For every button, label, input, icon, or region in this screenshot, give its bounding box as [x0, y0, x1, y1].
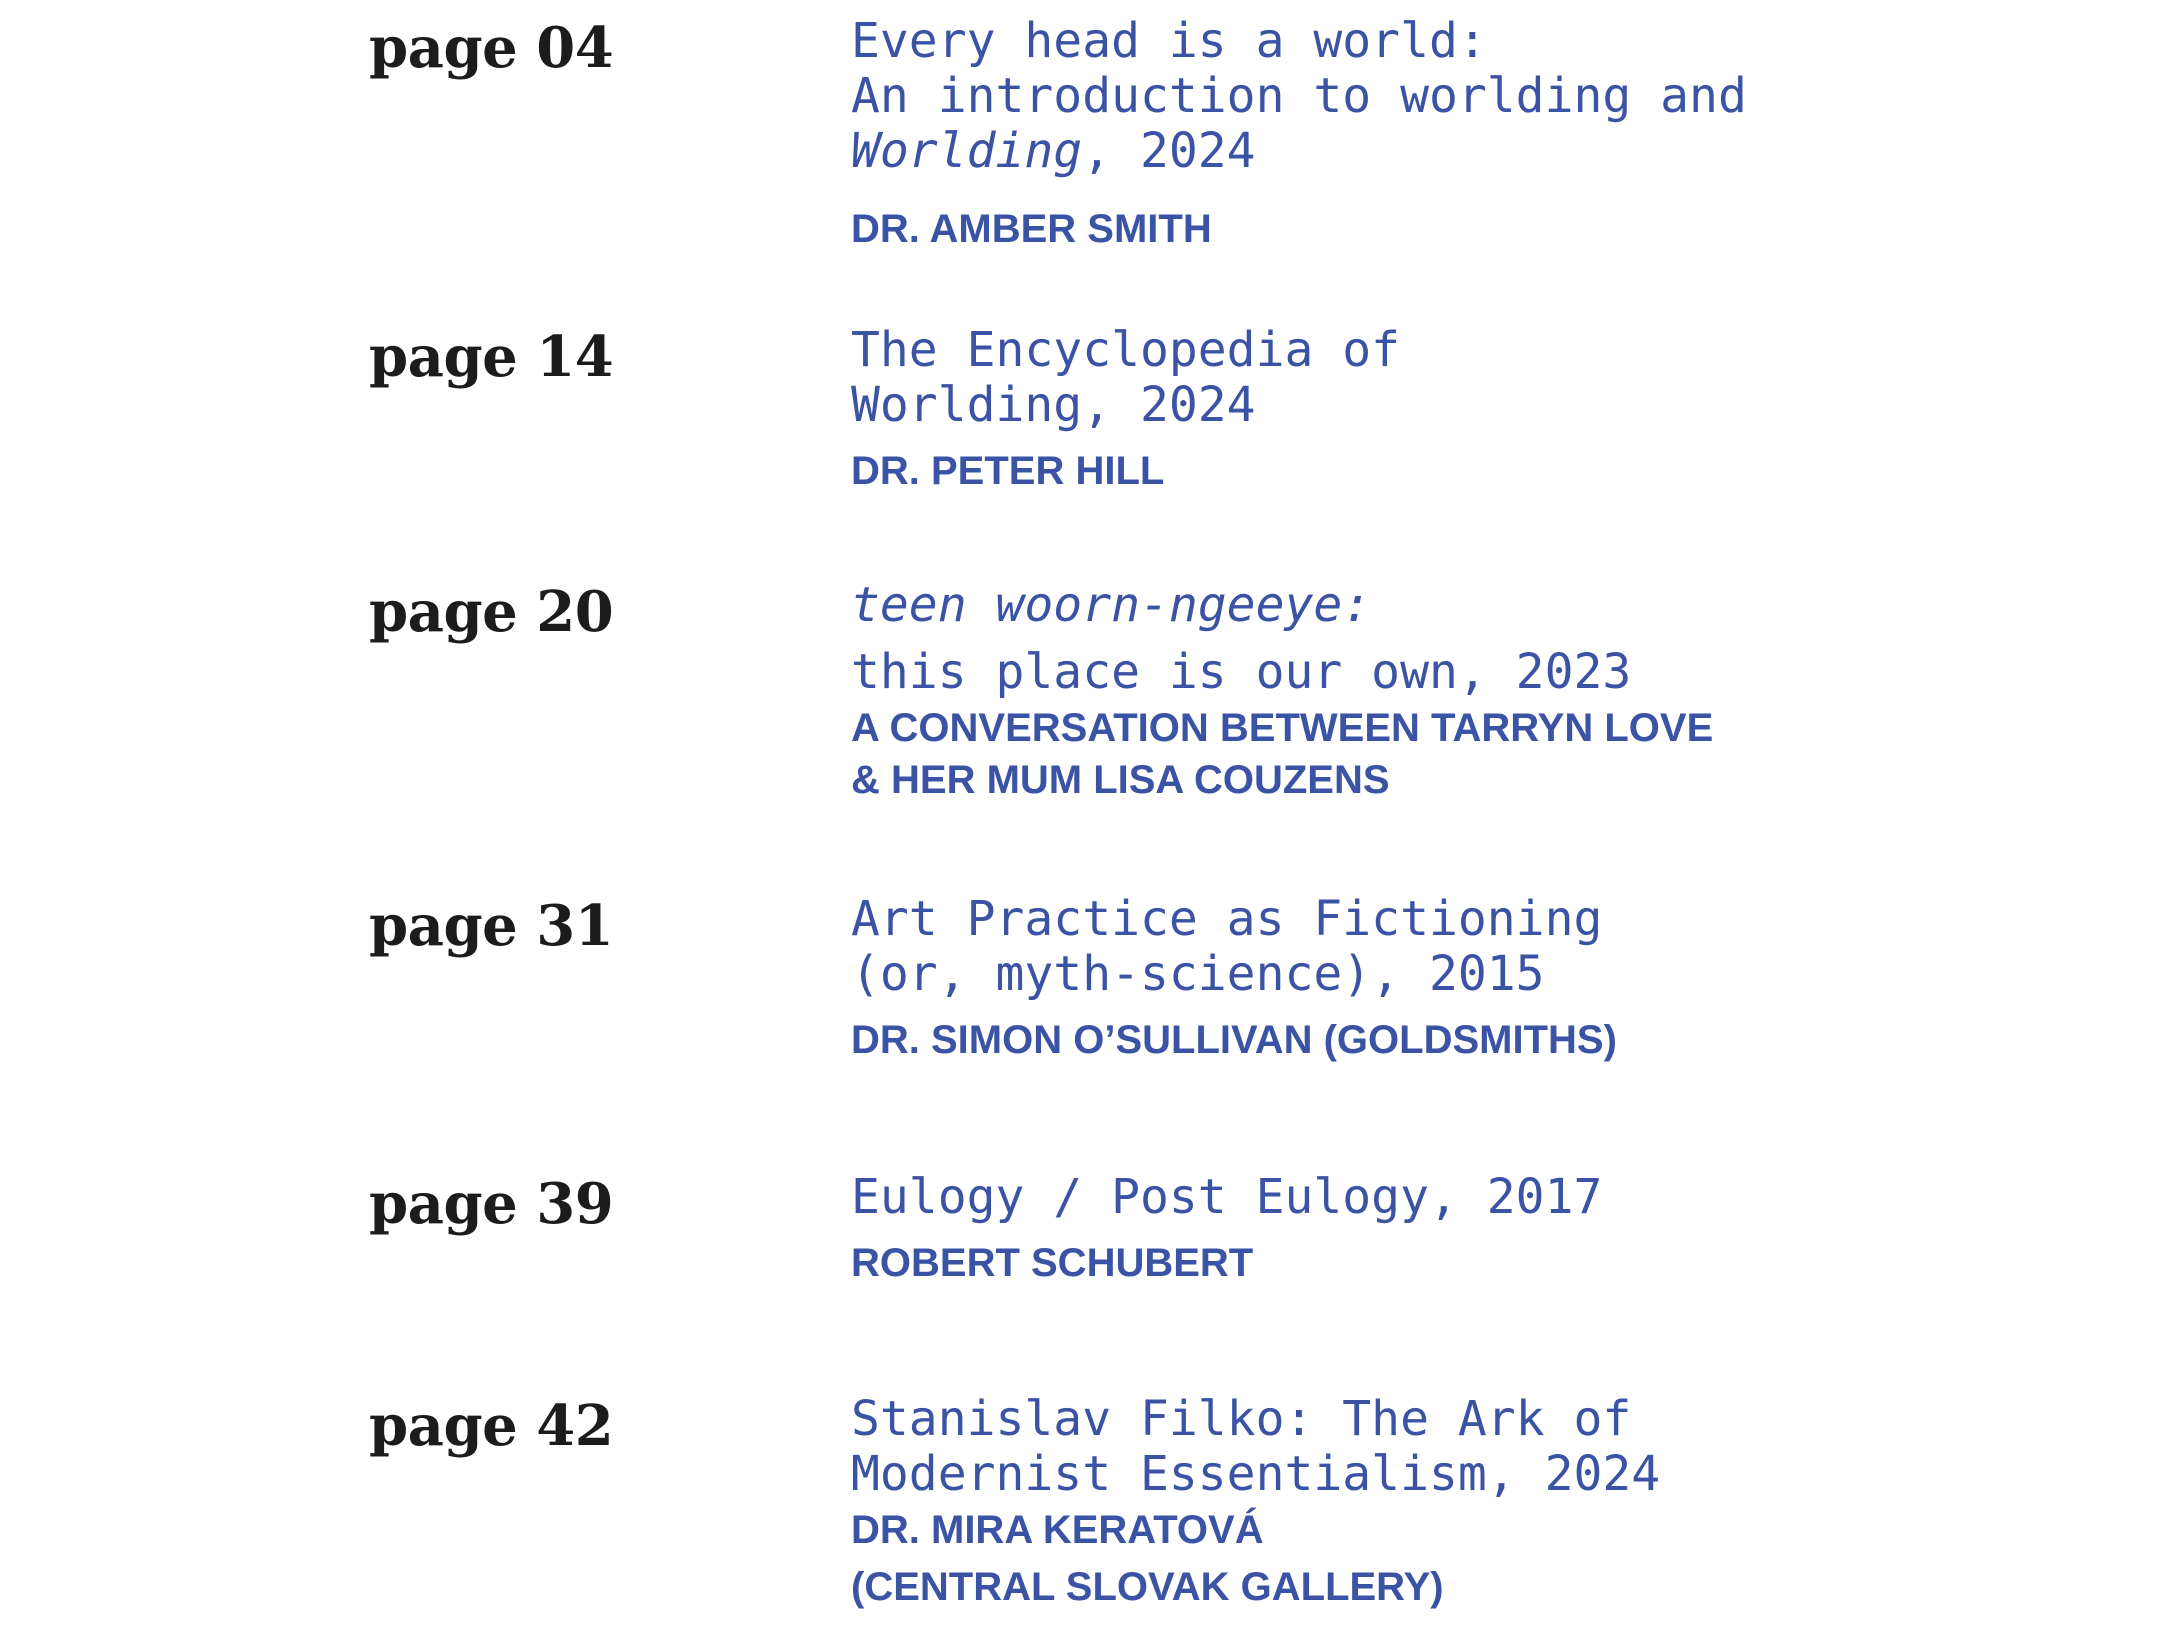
entry-content: [851, 1170, 2001, 1289]
title-line: Stanislav Filko: The Ark of: [851, 1391, 1632, 1447]
title-suffix: , 2024: [1082, 123, 1256, 179]
title-line: [851, 578, 2001, 633]
entry-content: [851, 578, 2001, 806]
entry-author: [851, 203, 2001, 255]
page-number: page 31: [369, 893, 614, 959]
title-line: An introduction to worlding and: [851, 68, 1747, 124]
title-line: (or, myth-science), 2015: [851, 946, 1545, 1002]
title-line: Every head is a world:: [851, 13, 1487, 69]
title-line: Modernist Essentialism, 2024: [851, 1446, 1661, 1502]
entry-author: [851, 702, 2001, 806]
author-line: DR. AMBER SMITH: [851, 207, 1212, 251]
entry-title[interactable]: [851, 323, 2001, 433]
page-number: page 20: [369, 579, 614, 645]
author-line: & HER MUM LISA COUZENS: [851, 758, 1390, 802]
title-line: [851, 124, 2001, 179]
page-number: page 42: [369, 1393, 614, 1459]
entry-content: [851, 323, 2001, 497]
entry-author: [851, 1504, 2001, 1613]
entry-title[interactable]: [851, 14, 2001, 179]
entry-content: [851, 14, 2001, 255]
entry-title[interactable]: [851, 1170, 2001, 1225]
page-number: page 14: [369, 324, 614, 390]
author-line: A CONVERSATION BETWEEN TARRYN LOVE: [851, 706, 1714, 750]
entry-content: [851, 1392, 2001, 1613]
entry-title[interactable]: [851, 892, 2001, 1002]
entry-title[interactable]: [851, 1392, 2001, 1502]
title-line: Eulogy / Post Eulogy, 2017: [851, 1169, 1603, 1225]
title-line: Worlding, 2024: [851, 377, 1256, 433]
author-line: ROBERT SCHUBERT: [851, 1241, 1254, 1285]
entry-author: [851, 1014, 2001, 1066]
title-line: this place is our own, 2023: [851, 644, 1632, 700]
title-line: The Encyclopedia of: [851, 322, 1401, 378]
title-line: Art Practice as Fictioning: [851, 891, 1603, 947]
title-italic: Worlding: [851, 123, 1083, 179]
author-line: DR. PETER HILL: [851, 449, 1165, 493]
entry-content: [851, 892, 2001, 1066]
entry-title[interactable]: [851, 578, 2001, 700]
author-line: (CENTRAL SLOVAK GALLERY): [851, 1565, 1444, 1609]
title-italic: teen woorn-ngeeye:: [851, 577, 1372, 633]
entry-author: [851, 1237, 2001, 1289]
author-line: DR. SIMON O’SULLIVAN (GOLDSMITHS): [851, 1018, 1617, 1062]
entry-author: [851, 445, 2001, 497]
author-line: DR. MIRA KERATOVÁ: [851, 1508, 1264, 1552]
page-number: page 39: [369, 1171, 614, 1237]
page-number: page 04: [369, 15, 614, 81]
